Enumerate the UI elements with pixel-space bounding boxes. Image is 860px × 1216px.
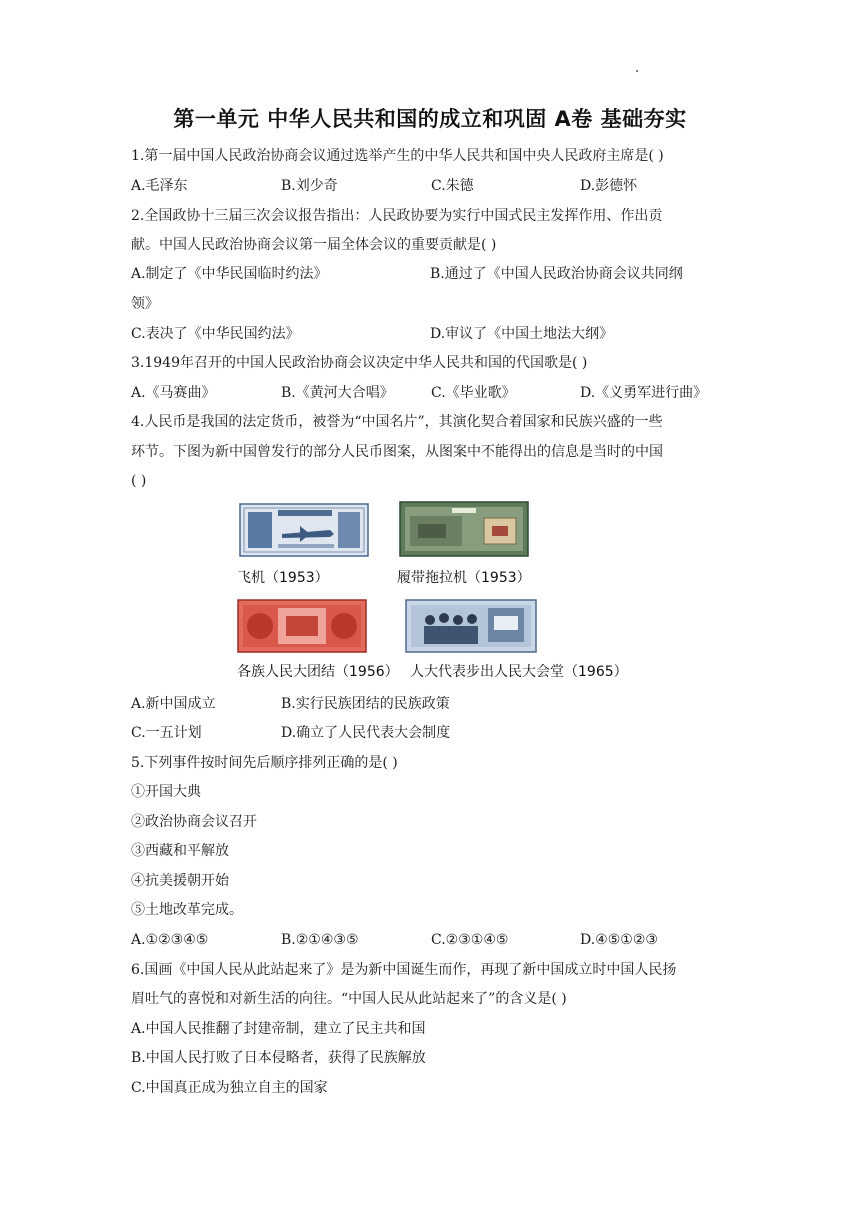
caption-airplane: 飞机（1953） — [237, 570, 329, 586]
q2-option-b-line2: 领》 — [131, 296, 159, 312]
q4-option-d: D.确立了人民代表大会制度 — [281, 725, 451, 741]
q1-stem: 1.第一届中国人民政治协商会议通过选举产生的中华人民共和国中央人民政府主席是( ) — [131, 148, 664, 164]
q4-stem-line2: 环节。下图为新中国曾发行的部分人民币图案，从图案中不能得出的信息是当时的中国 — [131, 444, 663, 460]
q1-option-b: B.刘少奇 — [281, 178, 338, 194]
q5-event-3: ③西藏和平解放 — [131, 843, 229, 859]
banknote-figure — [230, 496, 650, 688]
q1-option-d: D.彭德怀 — [580, 178, 638, 194]
q3-option-b: B.《黄河大合唱》 — [281, 385, 394, 401]
caption-tractor: 履带拖拉机（1953） — [397, 570, 531, 586]
q5-event-4: ④抗美援朝开始 — [131, 873, 229, 889]
q4-option-c: C.一五计划 — [131, 725, 202, 741]
q5-stem: 5.下列事件按时间先后顺序排列正确的是( ) — [131, 755, 398, 771]
q4-stem-line1: 4.人民币是我国的法定货币，被誉为“中国名片”，其演化契合着国家和民族兴盛的一些 — [131, 414, 663, 430]
q5-event-1: ①开国大典 — [131, 784, 201, 800]
q2-stem-line2: 献。中国人民政治协商会议第一届全体会议的重要贡献是( ) — [131, 237, 497, 253]
banknote-unity-image — [238, 600, 366, 652]
q5-option-d: D.④⑤①②③ — [580, 932, 658, 948]
stray-dot — [636, 70, 638, 72]
q6-option-c: C.中国真正成为独立自主的国家 — [131, 1080, 328, 1096]
q1-option-c: C.朱德 — [431, 178, 474, 194]
banknote-tractor-image — [400, 502, 528, 556]
q1-option-a: A.毛泽东 — [131, 178, 188, 194]
q2-stem-line1: 2.全国政协十三届三次会议报告指出：人民政协要为实行中国式民主发挥作用、作出贡 — [131, 208, 663, 224]
q3-option-c: C.《毕业歌》 — [431, 385, 516, 401]
q6-option-a: A.中国人民推翻了封建帝制，建立了民主共和国 — [131, 1021, 426, 1037]
q6-stem-line2: 眉吐气的喜悦和对新生活的向往。“中国人民从此站起来了”的含义是( ) — [131, 991, 567, 1007]
q2-option-a: A.制定了《中华民国临时约法》 — [131, 266, 328, 282]
caption-deputies: 人大代表步出人民大会堂（1965） — [410, 664, 628, 680]
q6-stem-line1: 6.国画《中国人民从此站起来了》是为新中国诞生而作，再现了新中国成立时中国人民扬 — [131, 962, 677, 978]
q2-option-c: C.表决了《中华民国约法》 — [131, 326, 300, 342]
page-title: 第一单元 中华人民共和国的成立和巩固 A卷 基础夯实 — [173, 107, 687, 131]
q3-stem: 3.1949年召开的中国人民政治协商会议决定中华人民共和国的代国歌是( ) — [131, 355, 588, 371]
banknote-deputies-image — [406, 600, 536, 652]
q2-option-b-line1: B.通过了《中国人民政治协商会议共同纲 — [430, 266, 683, 282]
q4-option-b: B.实行民族团结的民族政策 — [281, 696, 450, 712]
q2-option-d: D.审议了《中国土地法大纲》 — [430, 326, 614, 342]
caption-unity: 各族人民大团结（1956） — [237, 664, 399, 680]
q6-option-b: B.中国人民打败了日本侵略者，获得了民族解放 — [131, 1050, 426, 1066]
q4-stem-line3: ( ) — [131, 473, 147, 489]
q5-event-5: ⑤土地改革完成。 — [131, 902, 243, 918]
q5-option-b: B.②①④③⑤ — [281, 932, 359, 948]
banknote-airplane-image — [240, 504, 368, 556]
q3-option-d: D.《义勇军进行曲》 — [580, 385, 708, 401]
q5-option-c: C.②③①④⑤ — [431, 932, 509, 948]
q4-option-a: A.新中国成立 — [131, 696, 216, 712]
q3-option-a: A.《马赛曲》 — [131, 385, 216, 401]
q5-event-2: ②政治协商会议召开 — [131, 814, 257, 830]
q5-option-a: A.①②③④⑤ — [131, 932, 209, 948]
